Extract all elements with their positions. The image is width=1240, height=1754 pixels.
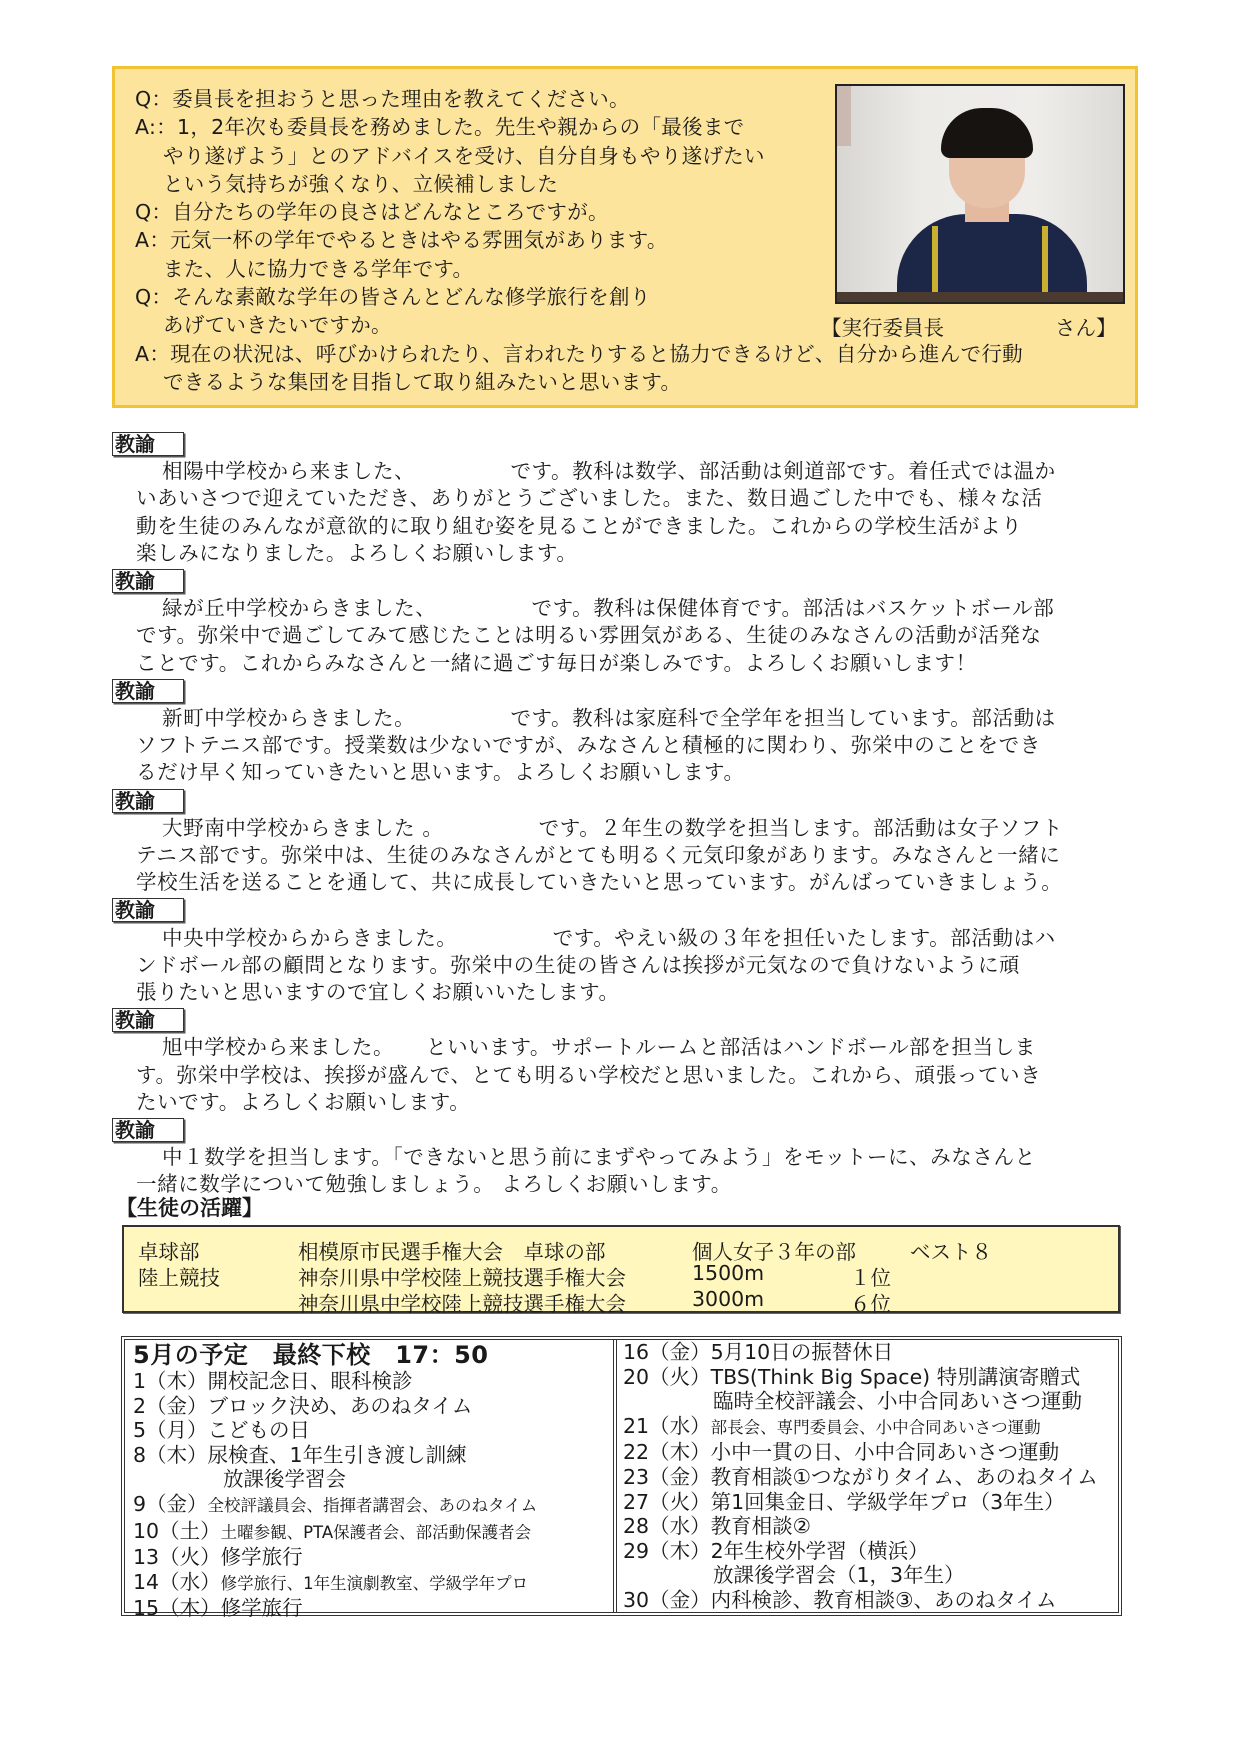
schedule-date: 13（火） xyxy=(133,1545,221,1570)
schedule-text: 内科検診、教育相談③、あのねタイム xyxy=(710,1587,1057,1612)
schedule-item xyxy=(623,1539,1098,1564)
schedule-text: 修学旅行、1年生演劇教室、学級学年プロ xyxy=(220,1573,529,1593)
intro-line: るだけ早く知っていきたいと思います。よろしくお願いします。 xyxy=(136,760,745,785)
teacher-intro xyxy=(112,896,1138,1006)
student-photo xyxy=(835,84,1125,304)
teacher-intro xyxy=(112,430,1138,567)
question-line: Q：自分たちの学年の良さはどんなところですが。 xyxy=(135,200,609,225)
teacher-intro xyxy=(112,567,1138,677)
intro-line: 中１数学を担当します。「できないと思う前にまずやってみよう」をモットーに、みなさんと xyxy=(162,1145,1036,1170)
schedule-text: 修学旅行 xyxy=(220,1596,303,1621)
activity-club: 陸上競技 xyxy=(138,1266,220,1290)
schedule-text: 土曜参観、PTA保護者会、部活動保護者会 xyxy=(220,1522,532,1542)
schedule-item xyxy=(623,1465,1098,1490)
intro-line: 楽しみになりました。よろしくお願いします。 xyxy=(136,540,578,565)
schedule-item xyxy=(623,1340,1098,1365)
intro-line: 旭中学校から来ました。 といいます。サポートルームと部活はハンドボール部を担当しま xyxy=(162,1035,1036,1060)
activity-result: ６位 xyxy=(850,1292,891,1316)
schedule-text: TBS(Think Big Space) 特別講演寄贈式 xyxy=(710,1364,1081,1389)
schedule-date: 29（木） xyxy=(623,1538,711,1563)
schedule-date: 8（木） xyxy=(133,1442,208,1467)
intro-line: です。弥栄中で過ごしてみて感じたことは明るい雰囲気がある、生徒のみなさんの活動が活発な xyxy=(136,623,1042,648)
schedule-text: 教育相談①つながりタイム、あのねタイム xyxy=(710,1464,1098,1489)
teacher-intro xyxy=(112,787,1138,897)
schedule-text: 小中一貫の日、小中合同あいさつ運動 xyxy=(710,1440,1060,1465)
intro-line: たいです。よろしくお願いします。 xyxy=(136,1089,471,1114)
answer-line: できるような集団を目指して取り組みたいと思います。 xyxy=(163,369,682,394)
answer-line: A：現在の状況は、呼びかけられたり、言われたりすると協力できるけど、自分から進んで行動 xyxy=(135,341,1023,366)
intro-line: 緑が丘中学校からきました、 です。教科は保健体育です。部活はバスケットボール部 xyxy=(162,596,1055,621)
schedule-item xyxy=(133,1596,537,1621)
intro-line: いあいさつで迎えていただき、ありがとうございました。また、数日過ごした中でも、様々な活 xyxy=(136,486,1043,511)
intro-line: 相陽中学校から来ました、 です。教科は数学、部活動は剣道部です。着任式では温か xyxy=(162,459,1056,484)
schedule-continuation: 臨時全校評議会、小中合同あいさつ運動 xyxy=(713,1389,1082,1414)
question-line: Q：委員長を担おうと思った理由を教えてください。 xyxy=(135,87,630,111)
intro-line: 学校生活を送ることを通して、共に成長していきたいと思っています。がんばっていきましょう。 xyxy=(136,870,1063,895)
schedule-date: 22（木） xyxy=(623,1440,711,1465)
answer-line: やり遂げよう」とのアドバイスを受け、自分自身もやり遂げたい xyxy=(163,143,765,168)
activity-event: 相模原市民選手権大会 卓球の部 xyxy=(298,1240,606,1264)
activity-result: ベスト８ xyxy=(910,1240,992,1264)
role-badge: 教諭 xyxy=(112,789,184,813)
intro-line: テニス部です。弥栄中は、生徒のみなさんがとても明るく元気印象があります。みなさんと一緒に xyxy=(136,843,1061,868)
question-line: あげていきたいですか。 xyxy=(163,313,392,338)
intro-line: 張りたいと思いますので宜しくお願いいたします。 xyxy=(136,980,620,1005)
schedule-text: 教育相談② xyxy=(710,1514,811,1539)
schedule-item xyxy=(133,1570,537,1597)
teacher-introductions xyxy=(112,430,1138,1199)
intro-line: す。弥栄中学校は、挨拶が盛んで、とても明るい学校だと思いました。これから、頑張っていき xyxy=(136,1062,1042,1087)
schedule-item xyxy=(623,1588,1098,1613)
role-badge: 教諭 xyxy=(112,432,184,456)
schedule-date: 30（金） xyxy=(623,1587,711,1612)
activity-category: 3000m xyxy=(692,1287,765,1311)
schedule-item xyxy=(623,1514,1098,1539)
schedule-item xyxy=(623,1490,1098,1515)
intro-line: 新町中学校からきました。 です。教科は家庭科で全学年を担当しています。部活動は xyxy=(162,706,1056,731)
schedule-date: 5（月） xyxy=(133,1418,208,1443)
schedule-date: 10（土） xyxy=(133,1518,221,1543)
schedule-item xyxy=(623,1365,1098,1390)
intro-line: 中央中学校からからきました。 です。やえい級の３年を担任いたします。部活動はハ xyxy=(162,925,1056,950)
schedule-divider xyxy=(613,1340,617,1612)
schedule-date: 16（金） xyxy=(623,1340,711,1364)
role-badge: 教諭 xyxy=(112,569,184,593)
schedule-right-column xyxy=(623,1340,1098,1613)
schedule-date: 20（火） xyxy=(623,1364,711,1389)
answer-line: という気持ちが強くなり、立候補しました xyxy=(163,171,559,196)
schedule-text: 2年生校外学習（横浜） xyxy=(710,1538,929,1563)
schedule-date: 2（金） xyxy=(133,1393,208,1418)
intro-line: 大野南中学校からきました 。 です。２年生の数学を担当します。部活動は女子ソフト xyxy=(162,815,1063,840)
intro-line: ンドボール部の顧問となります。弥栄中の生徒の皆さんは挨拶が元気なので負けないように頑 xyxy=(136,952,1021,977)
activity-club: 卓球部 xyxy=(138,1240,200,1264)
schedule-date: 9（金） xyxy=(133,1491,208,1516)
schedule-item xyxy=(623,1414,1098,1441)
schedule-text: 全校評議員会、指揮者講習会、あのねタイム xyxy=(207,1495,538,1515)
intro-line: ことです。これからみなさんと一緒に過ごす毎日が楽しみです。よろしくお願いします！ xyxy=(136,650,977,675)
schedule-date: 21（水） xyxy=(623,1413,711,1438)
schedule-text: 5月10日の振替休日 xyxy=(710,1340,894,1364)
answer-line: A:：1，2年次も委員長を務めました。先生や親からの「最後まで xyxy=(135,115,745,140)
schedule-item xyxy=(133,1418,537,1443)
schedule-date: 23（金） xyxy=(623,1464,711,1489)
schedule-text: 修学旅行 xyxy=(220,1545,303,1570)
answer-line: また、人に協力できる学年です。 xyxy=(163,256,474,281)
schedule-item xyxy=(133,1492,537,1519)
schedule-title: 5月の予定 最終下校 17：50 xyxy=(133,1341,489,1369)
schedule-continuation: 放課後学習会（1，3年生） xyxy=(713,1563,965,1588)
role-badge: 教諭 xyxy=(112,1118,184,1142)
teacher-intro xyxy=(112,1116,1138,1199)
schedule-text: こどもの日 xyxy=(207,1418,311,1443)
schedule-item xyxy=(133,1443,537,1468)
activity-category: 個人女子３年の部 xyxy=(692,1240,856,1264)
intro-line: 動を生徒のみんなが意欲的に取り組む姿を見ることができました。これからの学校生活がより xyxy=(136,513,1023,538)
schedule-date: 1（木） xyxy=(133,1369,208,1393)
schedule-item xyxy=(133,1519,537,1546)
schedule-item xyxy=(133,1369,537,1394)
schedule-text: ブロック決め、あのねタイム xyxy=(207,1393,473,1418)
teacher-intro xyxy=(112,1006,1138,1116)
schedule-left-column xyxy=(133,1341,537,1621)
interview-box xyxy=(112,66,1138,408)
schedule-date: 14（水） xyxy=(133,1569,221,1594)
role-badge: 教諭 xyxy=(112,1008,184,1032)
photo-caption xyxy=(821,311,1117,341)
activity-event: 神奈川県中学校陸上競技選手権大会 xyxy=(298,1292,626,1316)
answer-line: A：元気一杯の学年でやるときはやる雰囲気があります。 xyxy=(135,228,668,253)
schedule-text: 第1回集金日、学級学年プロ（3年生） xyxy=(710,1489,1065,1514)
activity-result: １位 xyxy=(850,1266,891,1290)
schedule-date: 15（木） xyxy=(133,1596,221,1621)
role-badge: 教諭 xyxy=(112,898,184,922)
schedule-continuation: 放課後学習会 xyxy=(223,1467,346,1492)
schedule-item xyxy=(133,1545,537,1570)
activities-title: 【生徒の活躍】 xyxy=(116,1196,263,1220)
schedule-date: 27（火） xyxy=(623,1489,711,1514)
activities-box xyxy=(122,1225,1120,1316)
schedule-item xyxy=(133,1394,537,1419)
intro-line: 一緒に数学について勉強しましょう。 よろしくお願いします。 xyxy=(136,1172,732,1197)
activity-event: 神奈川県中学校陸上競技選手権大会 xyxy=(298,1266,626,1290)
caption-suffix: さん】 xyxy=(1055,316,1117,340)
schedule-text: 尿検査、1年生引き渡し訓練 xyxy=(207,1442,467,1467)
schedule-text: 開校記念日、眼科検診 xyxy=(207,1369,413,1393)
schedule-date: 28（水） xyxy=(623,1514,711,1539)
caption-prefix: 【実行委員長 xyxy=(821,316,944,340)
question-line: Q：そんな素敵な学年の皆さんとどんな修学旅行を創り xyxy=(135,285,651,310)
schedule-item xyxy=(623,1440,1098,1465)
schedule-text: 部長会、専門委員会、小中合同あいさつ運動 xyxy=(710,1417,1041,1437)
role-badge: 教諭 xyxy=(112,679,184,703)
activity-category: 1500m xyxy=(692,1261,765,1285)
intro-line: ソフトテニス部です。授業数は少ないですが、みなさんと積極的に関わり、弥栄中のことをでき xyxy=(136,733,1041,758)
may-schedule xyxy=(121,1336,1122,1621)
teacher-intro xyxy=(112,677,1138,787)
